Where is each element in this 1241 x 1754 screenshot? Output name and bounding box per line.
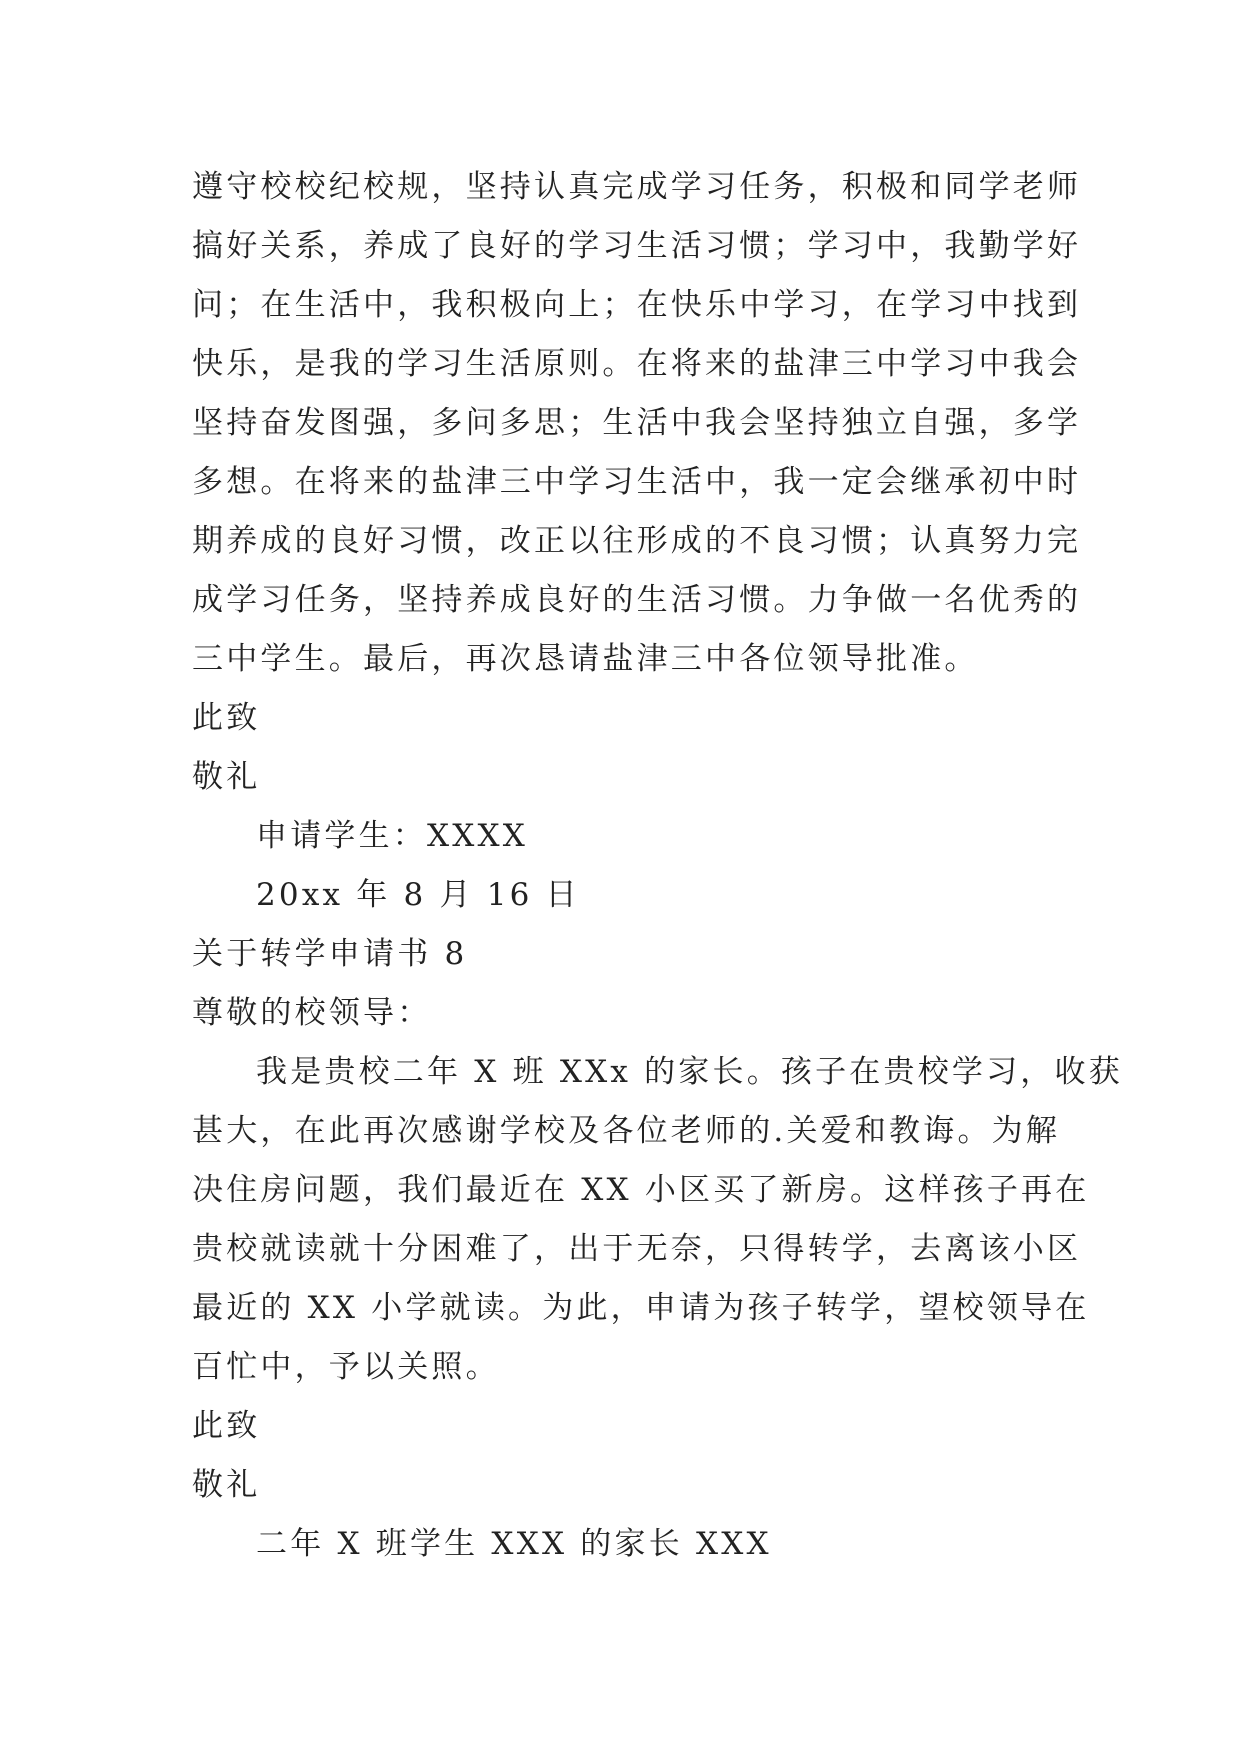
paragraph-1-line: 期养成的良好习惯，改正以往形成的不良习惯；认真努力完 bbox=[192, 523, 1082, 559]
paragraph-2-line: 我是贵校二年 X 班 XXx 的家长。孩子在贵校学习，收获 bbox=[256, 1054, 1123, 1090]
parent-signature: 二年 X 班学生 XXX 的家长 XXX bbox=[256, 1526, 772, 1562]
closing-jingli-2: 敬礼 bbox=[192, 1467, 261, 1503]
paragraph-1-line: 成学习任务，坚持养成良好的生活习惯。力争做一名优秀的 bbox=[192, 582, 1082, 618]
letter-date: 20xx 年 8 月 16 日 bbox=[256, 877, 580, 913]
letter-2-title: 关于转学申请书 8 bbox=[192, 936, 468, 972]
paragraph-1-line: 遵守校校纪校规，坚持认真完成学习任务，积极和同学老师 bbox=[192, 169, 1082, 205]
paragraph-1-line: 三中学生。最后，再次恳请盐津三中各位领导批准。 bbox=[192, 641, 979, 677]
letter-2-salutation: 尊敬的校领导： bbox=[192, 995, 432, 1031]
closing-cizhi-1: 此致 bbox=[192, 700, 261, 736]
paragraph-1-line: 问；在生活中，我积极向上；在快乐中学习，在学习中找到 bbox=[192, 287, 1082, 323]
closing-cizhi-2: 此致 bbox=[192, 1408, 261, 1444]
paragraph-2-line: 百忙中，予以关照。 bbox=[192, 1349, 500, 1385]
paragraph-1-line: 快乐，是我的学习生活原则。在将来的盐津三中学习中我会 bbox=[192, 346, 1082, 382]
paragraph-2-line: 决住房问题，我们最近在 XX 小区买了新房。这样孩子再在 bbox=[192, 1172, 1090, 1208]
paragraph-2 bbox=[192, 1043, 1123, 1397]
paragraph-2-line: 甚大，在此再次感谢学校及各位老师的.关爱和教诲。为解 bbox=[192, 1113, 1061, 1149]
document-body bbox=[192, 158, 1123, 1574]
closing-jingli-1: 敬礼 bbox=[192, 759, 261, 795]
paragraph-2-line: 贵校就读就十分困难了，出于无奈，只得转学，去离该小区 bbox=[192, 1231, 1082, 1267]
paragraph-1-line: 多想。在将来的盐津三中学习生活中，我一定会继承初中时 bbox=[192, 464, 1082, 500]
paragraph-2-line: 最近的 XX 小学就读。为此，申请为孩子转学，望校领导在 bbox=[192, 1290, 1090, 1326]
paragraph-1-line: 搞好关系，养成了良好的学习生活习惯；学习中，我勤学好 bbox=[192, 228, 1082, 264]
applicant-signature: 申请学生：XXXX bbox=[256, 818, 529, 854]
paragraph-1 bbox=[192, 158, 1082, 689]
paragraph-1-line: 坚持奋发图强，多问多思；生活中我会坚持独立自强，多学 bbox=[192, 405, 1082, 441]
